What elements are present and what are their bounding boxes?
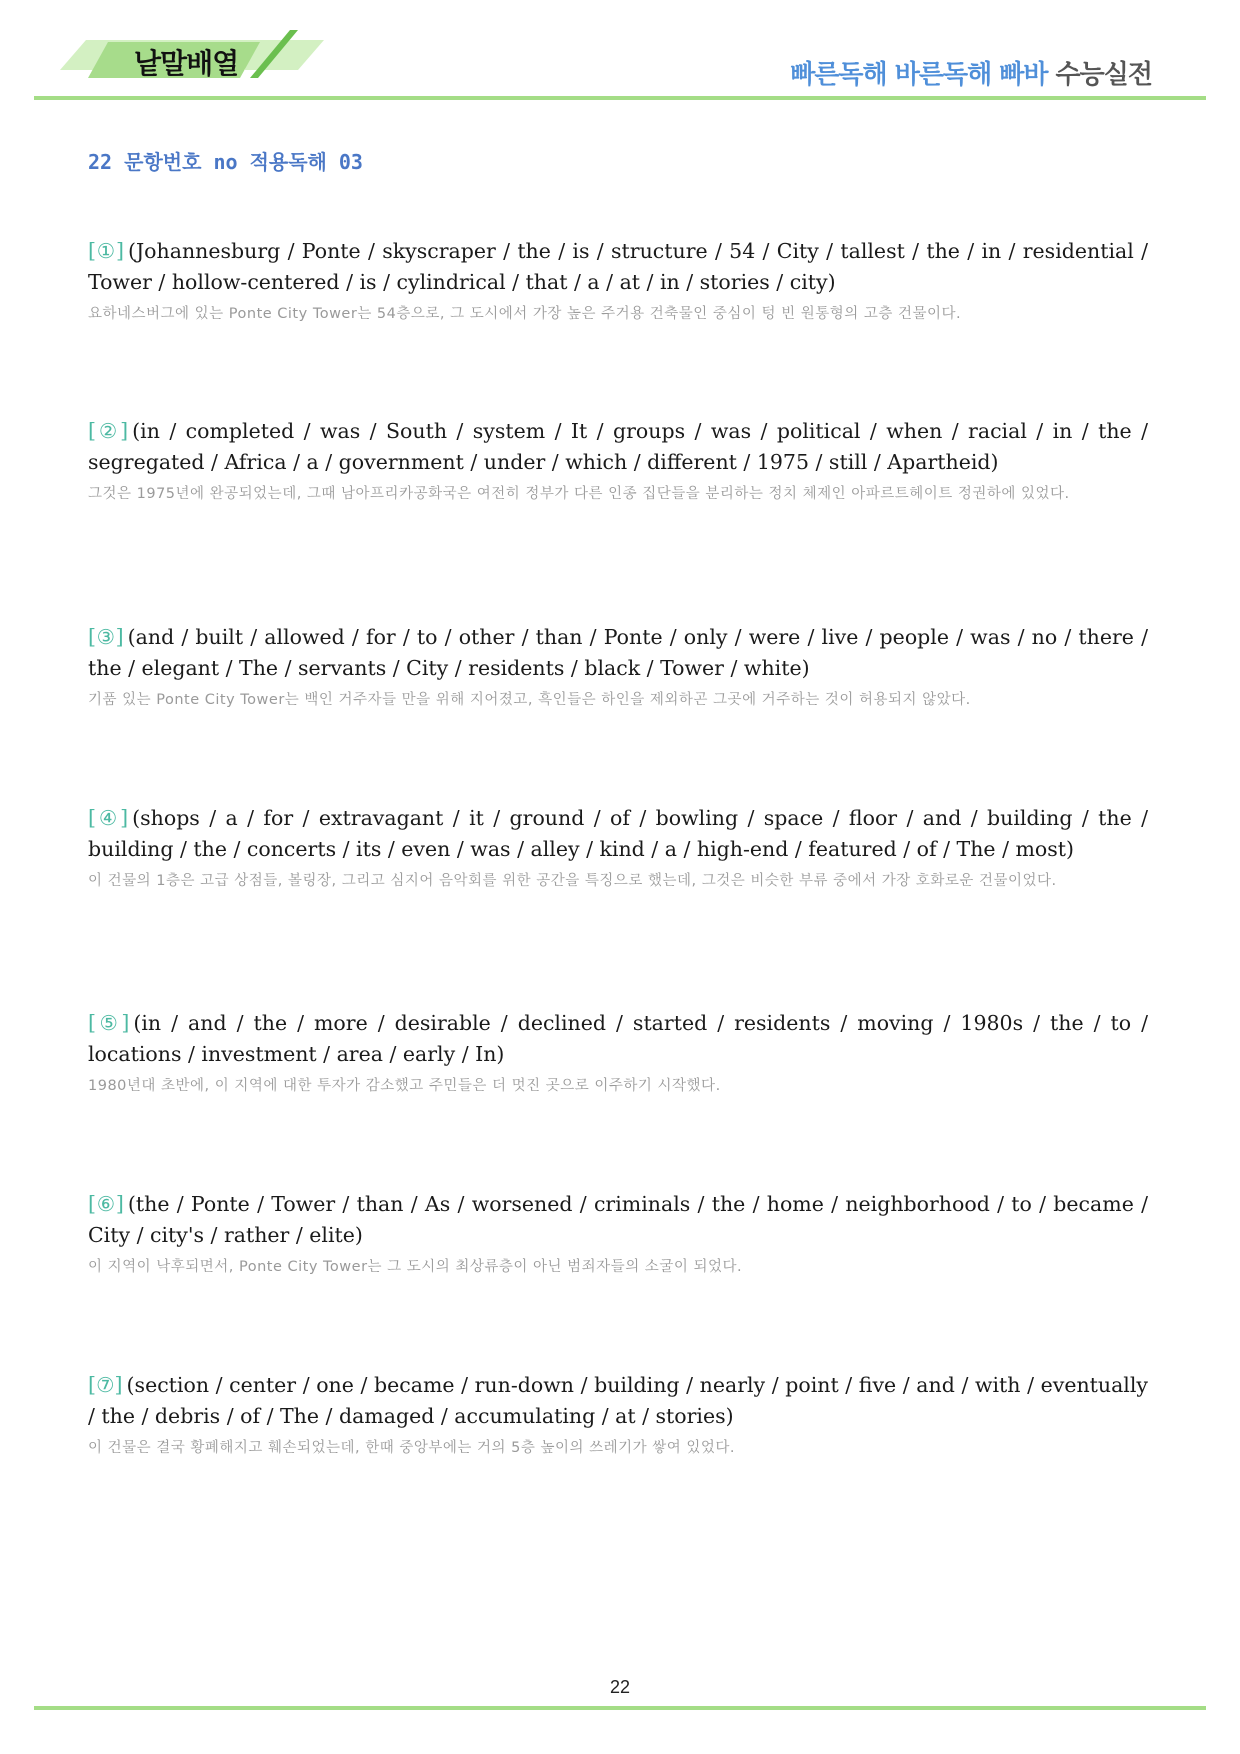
english-scramble [88, 1189, 1148, 1251]
logo-text: 낱말배열 [134, 47, 239, 80]
english-scramble [88, 803, 1148, 865]
english-scramble [88, 1008, 1148, 1070]
exercise-item-7 [88, 1370, 1148, 1461]
exercise-item-2 [88, 416, 1148, 507]
item-number: [①] [88, 239, 124, 263]
english-text: (section / center / one / became / run-down / building / nearly / point / five / and / with / eventually / the / debris / of / The / damaged / accumulating / at / stories) [88, 1373, 1149, 1428]
english-text: (the / Ponte / Tower / than / As / worsened / criminals / the / home / neighborhood / to / became / City / city's / rather / elite) [88, 1192, 1149, 1247]
korean-translation: 이 건물의 1층은 고급 상점들, 볼링장, 그리고 심지어 음악회를 위한 공간을 특징으로 했는데, 그것은 비슷한 부류 중에서 가장 호화로운 건물이었다. [88, 873, 1057, 889]
english-scramble [88, 416, 1148, 478]
exercise-item-5 [88, 1008, 1148, 1099]
english-text: (Johannesburg / Ponte / skyscraper / the / is / structure / 54 / City / tallest / the / in / residential / Tower / hollow-centered / is / cylindrical / that / a / at / in / stories / city) [88, 239, 1148, 294]
korean-translation: 이 지역이 낙후되면서, Ponte City Tower는 그 도시의 최상류층이 아닌 범죄자들의 소굴이 되었다. [88, 1259, 743, 1275]
section-title: 22 문항번호 no 적용독해 03 [88, 150, 363, 174]
exercise-item-3 [88, 622, 1148, 713]
english-text: (in / completed / was / South / system / It / groups / was / political / when / racial / in / the / segregated / Africa / a / government / under / which / different / 1975 / still / Apartheid) [88, 419, 1149, 474]
item-number: [②] [88, 419, 129, 443]
english-text: (and / built / allowed / for / to / other / than / Ponte / only / were / live / people / was / no / there / the / elegant / The / servants / City / residents / black / Tower / white) [88, 625, 1148, 680]
header-title-sub: 수능실전 [1055, 60, 1152, 90]
item-number: [③] [88, 625, 124, 649]
header-title-main: 빠른독해 바른독해 빠바 [790, 60, 1048, 90]
item-number: [⑤] [88, 1011, 130, 1035]
korean-translation: 기품 있는 Ponte City Tower는 백인 거주자들 만을 위해 지어졌고, 흑인들은 하인을 제외하곤 그곳에 거주하는 것이 허용되지 않았다. [88, 692, 971, 708]
korean-translation: 이 건물은 결국 황폐해지고 훼손되었는데, 한때 중앙부에는 거의 5층 높이의 쓰레기가 쌓여 있었다. [88, 1440, 736, 1456]
english-scramble [88, 236, 1148, 298]
item-number: [④] [88, 806, 129, 830]
korean-translation: 1980년대 초반에, 이 지역에 대한 투자가 감소했고 주민들은 더 멋진 곳으로 이주하기 시작했다. [88, 1078, 721, 1094]
english-scramble [88, 622, 1148, 684]
exercise-item-4 [88, 803, 1148, 894]
english-text: (shops / a / for / extravagant / it / ground / of / bowling / space / floor / and / building / the / building / the / concerts / its / even / was / alley / kind / a / high-end / featured / of / The / most) [88, 806, 1149, 861]
korean-translation: 그것은 1975년에 완공되었는데, 그때 남아프리카공화국은 여전히 정부가 다른 인종 집단들을 분리하는 정치 체제인 아파르트헤이트 정권하에 있었다. [88, 486, 1070, 502]
page-header [0, 0, 1240, 110]
footer-divider [34, 1706, 1206, 1710]
page-number: 22 [609, 1677, 631, 1697]
exercise-item-6 [88, 1189, 1148, 1280]
english-scramble [88, 1370, 1148, 1432]
header-title [790, 54, 1152, 91]
english-text: (in / and / the / more / desirable / declined / started / residents / moving / 1980s / the / to / locations / investment / area / early / In) [88, 1011, 1149, 1066]
korean-translation: 요하네스버그에 있는 Ponte City Tower는 54층으로, 그 도시에서 가장 높은 주거용 건축물인 중심이 텅 빈 원통형의 고층 건물이다. [88, 306, 962, 322]
header-divider [34, 96, 1206, 100]
item-number: [⑦] [88, 1373, 123, 1397]
exercise-item-1 [88, 236, 1148, 327]
item-number: [⑥] [88, 1192, 124, 1216]
